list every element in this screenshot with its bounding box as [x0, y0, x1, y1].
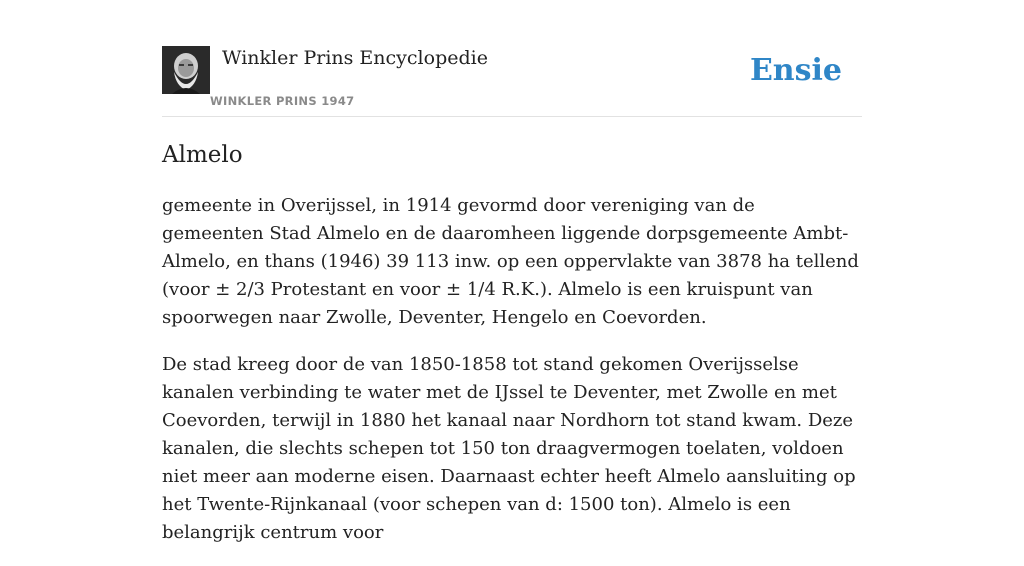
author-avatar[interactable]	[162, 46, 210, 94]
article-paragraph: gemeente in Overijssel, in 1914 gevormd door vereniging van de gemeenten Stad Almelo en de daaromheen liggende dorpsgemeente Ambt-Almelo, en thans (1946) 39 113 inw. op een oppervlakte van 3878 ha tellend (voor ± 2/3 Protestant en voor ± 1/4 R.K.). Almelo is een kruispunt van spoorwegen naar Zwolle, Deventer, Hengelo en Coevorden.	[162, 195, 859, 328]
edition-label: WINKLER PRINS 1947	[210, 94, 355, 108]
brand-logo-link[interactable]: Ensie	[749, 53, 842, 88]
article-paragraph: De stad kreeg door de van 1850-1858 tot stand gekomen Overijsselse kanalen verbinding te water met de IJssel te Deventer, met Zwolle en met Coevorden, terwijl in 1880 het kanaal naar Nordhorn tot stand kwam. Deze kanalen, die slechts schepen tot 150 ton draagvermogen toelaten, voldoen niet meer aan moderne eisen. Daarnaast echter heeft Almelo aansluiting op het Twente-Rijnkanaal (voor schepen van d: 1500 ton). Almelo is een belangrijk centrum voor	[162, 354, 856, 543]
bearded-man-portrait-icon	[162, 46, 210, 94]
header	[162, 46, 862, 117]
site-name-link[interactable]: Winkler Prins Encyclopedie	[222, 47, 488, 69]
article-body	[162, 192, 862, 566]
article-title: Almelo	[162, 142, 243, 168]
